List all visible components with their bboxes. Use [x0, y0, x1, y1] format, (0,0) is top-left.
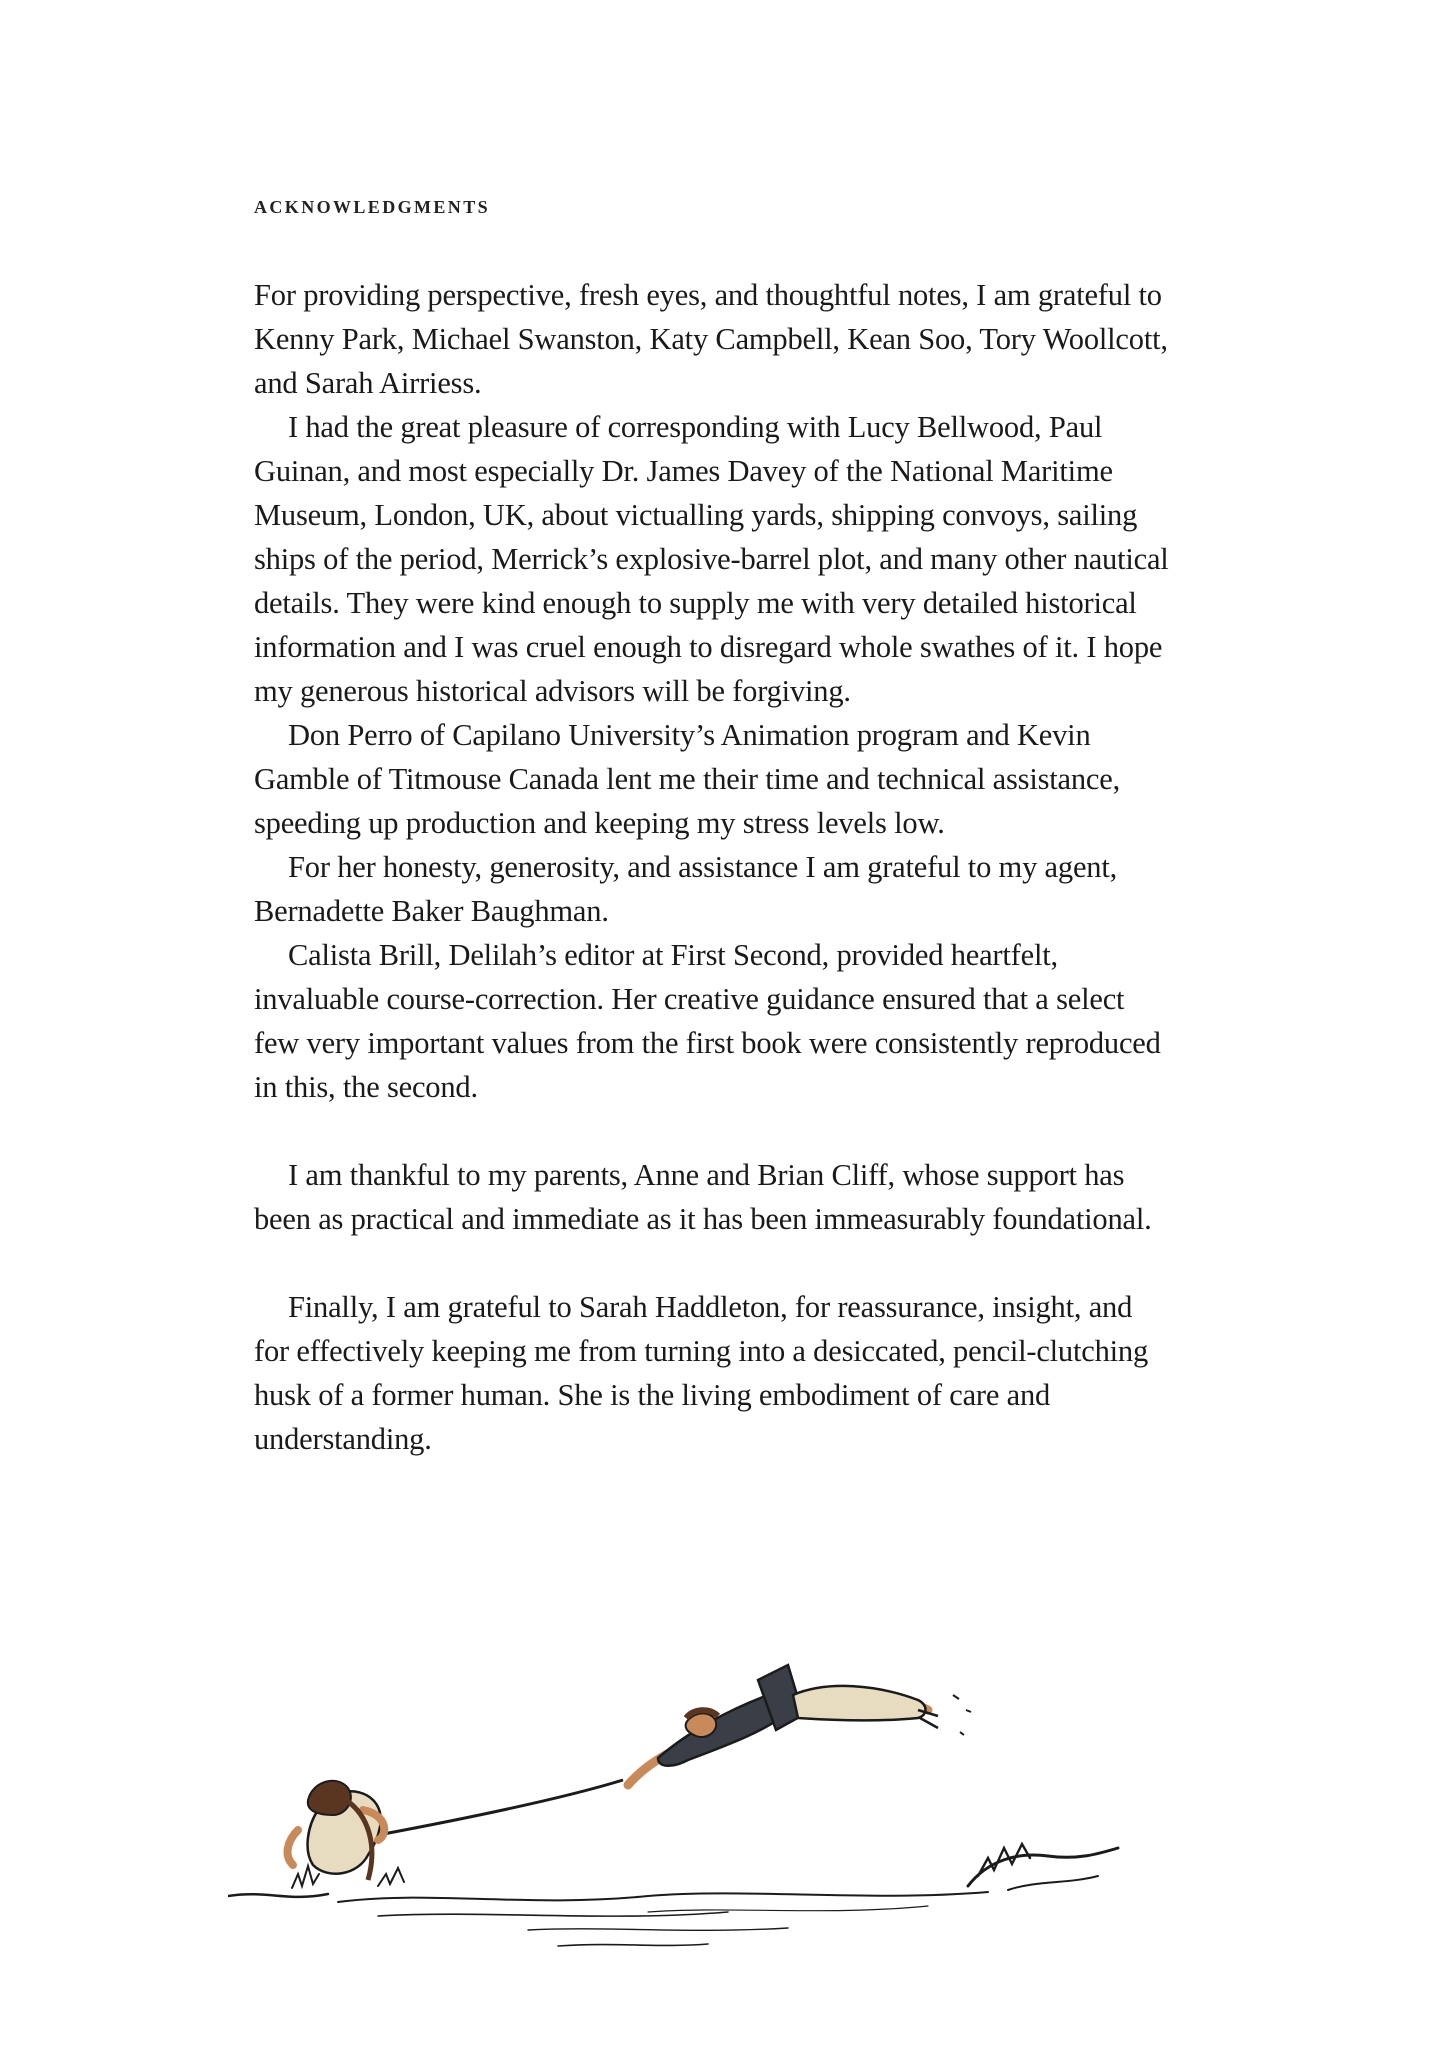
paragraph: I am thankful to my parents, Anne and Brian Cliff, whose support has been as practical and immediate as it has been immeasurably foundational.	[254, 1158, 1152, 1236]
paragraph: For providing perspective, fresh eyes, and thoughtful notes, I am grateful to Kenny Park, Michael Swanston, Katy Campbell, Kean Soo, Tory Woollcott, and Sarah Airriess.	[254, 278, 1168, 400]
paragraph: Finally, I am grateful to Sarah Haddleton, for reassurance, insight, and for effectively keeping me from turning into a desiccated, pencil-clutching husk of a former human. She is the living embodiment of care and understanding.	[254, 1290, 1149, 1456]
figure-in-water	[288, 1781, 385, 1880]
flying-figure	[628, 1665, 971, 1785]
paragraph: Don Perro of Capilano University’s Animation program and Kevin Gamble of Titmouse Canada lent me their time and technical assistance, speeding up production and keeping my stress levels low.	[254, 718, 1121, 840]
acknowledgments-body	[254, 273, 1174, 1461]
page-heading: ACKNOWLEDGMENTS	[254, 197, 491, 217]
paragraph: For her honesty, generosity, and assistance I am grateful to my agent, Bernadette Baker Baughman.	[254, 850, 1118, 928]
paragraph: I had the great pleasure of corresponding with Lucy Bellwood, Paul Guinan, and most especially Dr. James Davey of the National Maritime Museum, London, UK, about victualling yards, shipping convoys, sailing ships of the period, Merrick’s explosive-barrel plot, and many other nautical details. They were kind enough to supply me with very detailed historical information and I was cruel enough to disregard whole swathes of it. I hope my generous historical advisors will be forgiving.	[254, 410, 1169, 708]
paragraph: Calista Brill, Delilah’s editor at First Second, provided heartfelt, invaluable course-correction. Her creative guidance ensured that a select few very important values from the first book were consistently reproduced in this, the second.	[254, 938, 1161, 1104]
illustration-rope-pull-over-water	[228, 1640, 1128, 1970]
rope	[378, 1780, 623, 1835]
